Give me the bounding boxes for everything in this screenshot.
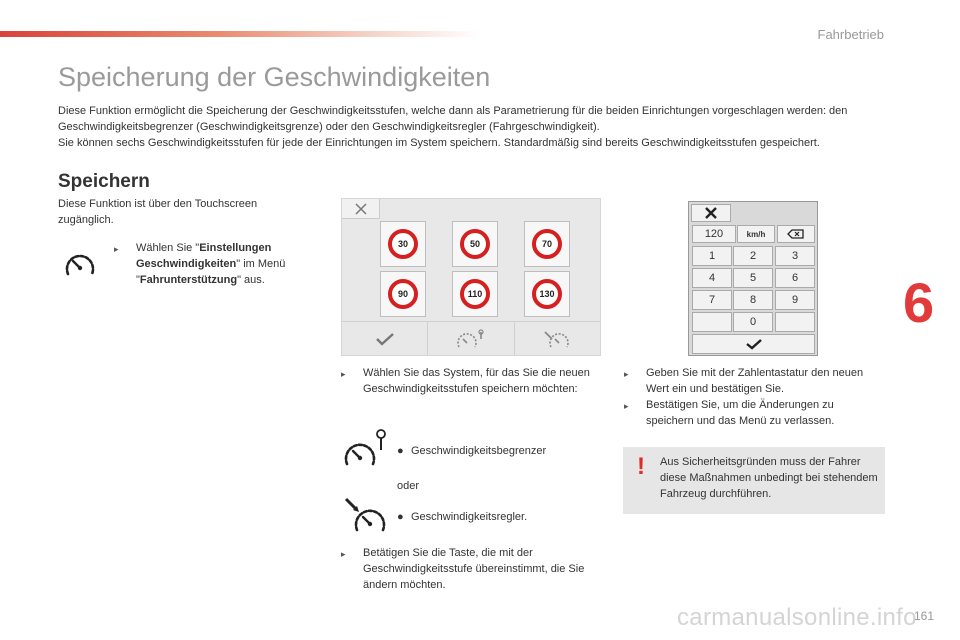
speed-tile-90[interactable] (380, 271, 426, 317)
close-icon (342, 199, 380, 219)
or-text: oder (397, 480, 420, 492)
checkmark-icon (374, 331, 396, 347)
speed-tile-110[interactable] (452, 271, 498, 317)
page-number: 161 (914, 609, 935, 623)
option-speed-limiter: ● Geschwindigkeitsbegrenzer (397, 445, 547, 457)
speed-tile-50[interactable] (452, 221, 498, 267)
key-empty (692, 312, 732, 332)
key-1[interactable]: 1 (692, 246, 732, 266)
chapter-number: 6 (903, 271, 935, 334)
cruise-control-icon (343, 496, 389, 534)
cruise-control-icon (542, 329, 572, 349)
speed-sign: 30 (388, 229, 418, 259)
arrow-bullet-icon: ▸ (624, 369, 629, 379)
speedometer-icon (64, 250, 96, 278)
arrow-bullet-icon: ▸ (624, 401, 629, 411)
safety-warning (623, 447, 885, 514)
step-confirm: ▸ Bestätigen Sie, um die Änderungen zu speichern und das Menü zu verlassen. (624, 399, 835, 427)
speed-sign: 110 (460, 279, 490, 309)
arrow-bullet-icon: ▸ (114, 244, 119, 254)
cruise-control-button[interactable] (515, 322, 600, 355)
key-4[interactable]: 4 (692, 268, 732, 288)
warning-icon: ! (637, 453, 645, 480)
step-select-system: ▸ Wählen Sie das System, für das Sie die neuen Geschwindigkeitsstufen speichern möchten: (341, 367, 590, 395)
keypad-screen (688, 201, 818, 356)
checkmark-icon (745, 338, 763, 350)
option-cruise-control: ● Geschwindigkeitsregler. (397, 511, 528, 523)
confirm-button[interactable] (692, 334, 815, 354)
backspace-icon (787, 229, 805, 239)
speed-limiter-icon (456, 329, 486, 349)
key-7[interactable]: 7 (692, 290, 732, 310)
key-9[interactable]: 9 (775, 290, 815, 310)
speed-sign: 50 (460, 229, 490, 259)
key-5[interactable]: 5 (733, 268, 773, 288)
key-empty (775, 312, 815, 332)
close-button[interactable] (342, 199, 380, 219)
step-select-settings: ▸ Wählen Sie "Einstellungen Geschwindigkeiten" im Menü "Fahrunterstützung" aus. (114, 242, 286, 286)
page-title: Speicherung der Geschwindigkeiten (58, 62, 491, 92)
speed-sign: 130 (532, 279, 562, 309)
close-icon (704, 207, 718, 219)
speed-tile-130[interactable] (524, 271, 570, 317)
watermark: carmanualsonline.info (677, 604, 917, 631)
intro-text (58, 103, 888, 151)
arrow-bullet-icon: ▸ (341, 369, 346, 379)
speed-limiter-button[interactable] (428, 322, 514, 355)
speed-tile-70[interactable] (524, 221, 570, 267)
access-text: Diese Funktion ist über den Touchscreen zugänglich. (58, 198, 258, 226)
key-6[interactable]: 6 (775, 268, 815, 288)
step-press-key: ▸ Betätigen Sie die Taste, die mit der Geschwindigkeitsstufe übereinstimmt, die Sie ändern möchten. (341, 547, 585, 591)
section-heading: Speichern (58, 171, 150, 192)
key-0[interactable]: 0 (733, 312, 773, 332)
confirm-button[interactable] (342, 322, 428, 355)
speed-limiter-icon (343, 428, 389, 468)
key-3[interactable]: 3 (775, 246, 815, 266)
speed-sign: 70 (532, 229, 562, 259)
step-enter-value: ▸ Geben Sie mit der Zahlentastatur den neuen Wert ein und bestätigen Sie. (624, 367, 864, 395)
bullet-dot: ● (397, 445, 404, 457)
key-2[interactable]: 2 (733, 246, 773, 266)
speed-sign: 90 (388, 279, 418, 309)
close-button[interactable] (691, 204, 731, 222)
header-accent-bar (0, 31, 480, 37)
unit-label: km/h (737, 225, 775, 243)
bullet-dot: ● (397, 511, 404, 523)
intro-paragraph: Sie können sechs Geschwindigkeitsstufen für jede der Einrichtungen im System speichern. Standardmäßig sind bereits Geschwindigkeitsstufen gespeichert. (58, 137, 820, 149)
section-label: Fahrbetrieb (817, 27, 884, 42)
intro-paragraph: Diese Funktion ermöglicht die Speicherung der Geschwindigkeitsstufen, welche dann als Parametrierung für die beiden Einrichtungen vorgeschlagen werden: den Geschwindigkeitsbegrenzer (Geschwindigkeitsgrenze) oder den Geschwindigkeitsregler (Fahrgeschwindigkeit). (58, 105, 848, 133)
speed-memory-screen (341, 198, 601, 356)
warning-text: Aus Sicherheitsgründen muss der Fahrer diese Maßnahmen unbedingt bei stehendem Fahrzeug durchführen. (660, 456, 878, 500)
key-8[interactable]: 8 (733, 290, 773, 310)
arrow-bullet-icon: ▸ (341, 549, 346, 559)
screen-bottom-bar (342, 321, 600, 355)
speed-value-field[interactable]: 120 (692, 225, 736, 243)
backspace-button[interactable] (777, 225, 815, 243)
speed-tile-30[interactable] (380, 221, 426, 267)
